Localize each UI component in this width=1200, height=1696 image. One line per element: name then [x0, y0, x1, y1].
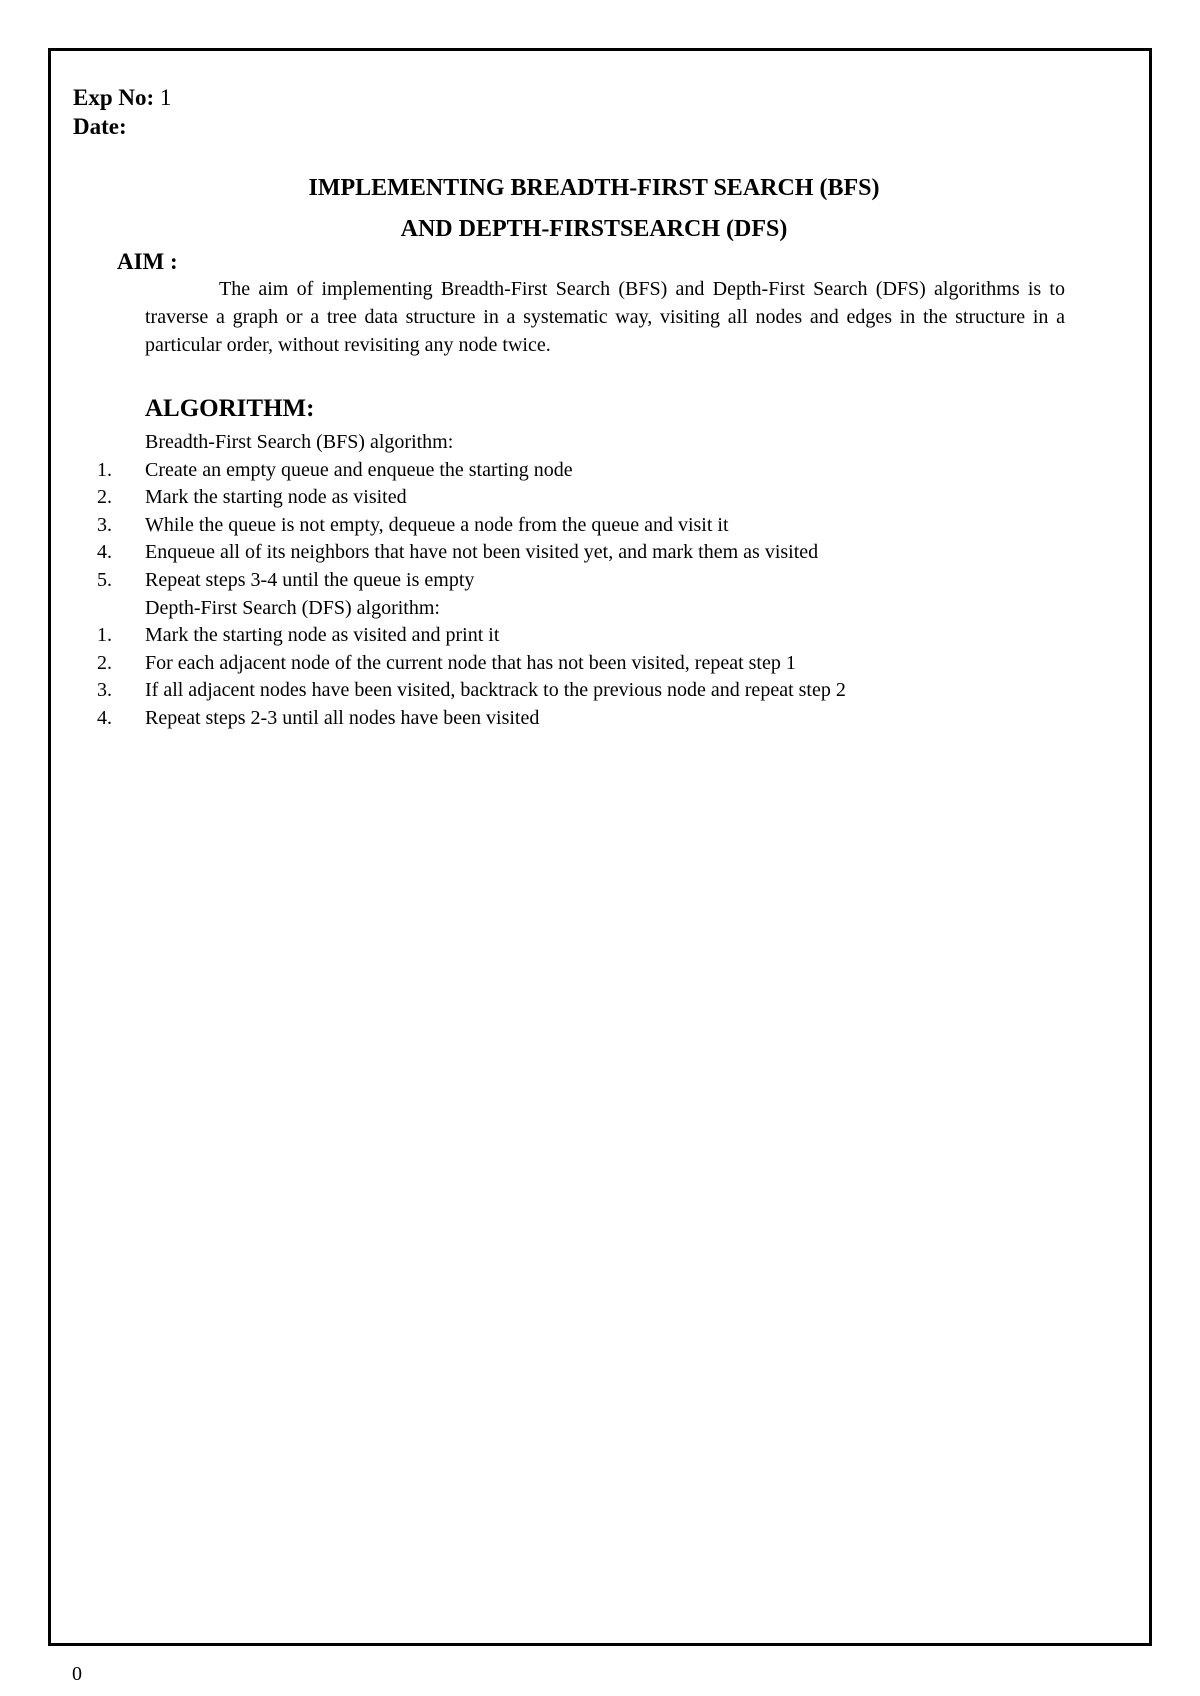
- step-number: 1.: [97, 624, 112, 647]
- exp-no-value: 1: [159, 85, 172, 110]
- step-text: Mark the starting node as visited: [145, 486, 407, 509]
- aim-paragraph: The aim of implementing Breadth-First Search (BFS) and Depth-First Search (DFS) algorithms is to traverse a graph or a tree data structure in a systematic way, visiting all nodes and edges in the structure in a particular order, without revisiting any node twice.: [145, 278, 1065, 356]
- step-number: 2.: [97, 486, 112, 509]
- step-number: 3.: [97, 513, 112, 536]
- exp-no-line: [73, 84, 171, 112]
- bfs-step: [97, 457, 1137, 485]
- bfs-subtitle: Breadth-First Search (BFS) algorithm:: [145, 431, 454, 453]
- dfs-step: [97, 677, 1137, 705]
- aim-heading: AIM :: [117, 249, 178, 274]
- step-text: Enqueue all of its neighbors that have not been visited yet, and mark them as visited: [145, 541, 819, 564]
- step-number: 5.: [97, 568, 112, 591]
- step-text: Repeat steps 3-4 until the queue is empty: [145, 568, 475, 591]
- title-line-1: IMPLEMENTING BREADTH-FIRST SEARCH (BFS): [308, 175, 880, 201]
- page-number: 0: [72, 1663, 82, 1685]
- step-text: Repeat steps 2-3 until all nodes have been visited: [145, 706, 540, 729]
- step-text: If all adjacent nodes have been visited, backtrack to the previous node and repeat step 2: [145, 679, 846, 702]
- step-number: 4.: [97, 706, 112, 729]
- bfs-step: [97, 539, 1137, 567]
- step-number: 2.: [97, 651, 112, 674]
- dfs-step: [97, 622, 1137, 650]
- dfs-step: [97, 650, 1137, 678]
- exp-no-label: Exp No:: [73, 85, 155, 110]
- algorithm-heading: ALGORITHM:: [145, 395, 315, 422]
- step-number: 3.: [97, 679, 112, 702]
- dfs-subtitle: Depth-First Search (DFS) algorithm:: [145, 596, 440, 619]
- step-text: Mark the starting node as visited and print it: [145, 624, 500, 647]
- title-line-2: AND DEPTH-FIRSTSEARCH (DFS): [400, 216, 788, 242]
- bfs-step: [97, 512, 1137, 540]
- step-number: 4.: [97, 541, 112, 564]
- bfs-step: [97, 484, 1137, 512]
- algorithm-body: [97, 429, 1137, 733]
- dfs-step: [97, 705, 1137, 733]
- step-text: Create an empty queue and enqueue the starting node: [145, 458, 573, 481]
- bfs-step: [97, 567, 1137, 595]
- date-line: [73, 113, 127, 141]
- step-text: For each adjacent node of the current node that has not been visited, repeat step 1: [145, 651, 796, 674]
- date-label: Date:: [73, 114, 127, 139]
- step-number: 1.: [97, 458, 112, 481]
- step-text: While the queue is not empty, dequeue a node from the queue and visit it: [145, 513, 729, 536]
